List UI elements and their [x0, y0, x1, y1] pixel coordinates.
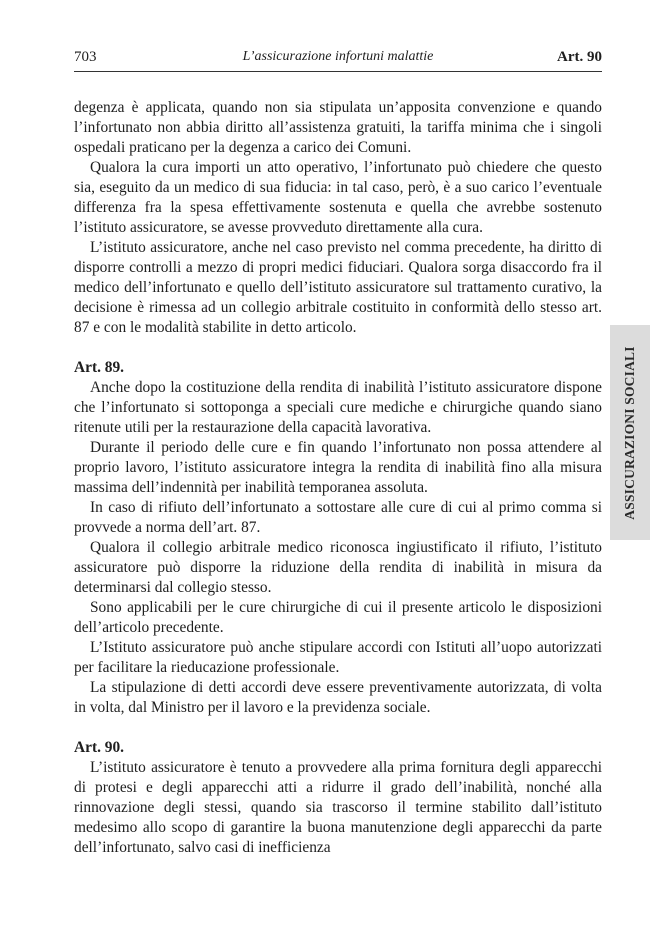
paragraph: Anche dopo la costituzione della rendita di inabilità l’istituto assicuratore dispone che l’infortunato si sottoponga a speciali cure mediche e chirurgiche quando siano ritenute utili per la restaurazione della capacità lavorativa.	[74, 379, 602, 436]
section-side-tab	[610, 325, 650, 540]
page-body	[74, 98, 602, 858]
paragraph: Sono applicabili per le cure chirurgiche di cui il presente articolo le disposizioni dell’articolo precedente.	[74, 599, 602, 636]
paragraph: La stipulazione di detti accordi deve essere preventivamente autorizzata, di volta in volta, dal Ministro per il lavoro e la previdenza sociale.	[74, 679, 602, 716]
paragraph: L’Istituto assicuratore può anche stipulare accordi con Istituti all’uopo autorizzati per facilitare la rieducazione professionale.	[74, 639, 602, 676]
running-title: L’assicurazione infortuni malattie	[242, 49, 434, 64]
page-header	[74, 46, 602, 68]
paragraph: L’istituto assicuratore è tenuto a provvedere alla prima fornitura degli apparecchi di protesi e degli apparecchi atti a ridurre il grado dell’inabilità, nonché alla rinnovazione degli stessi, quando sia trascorso il termine stabilito dall’istituto medesimo allo scopo di garantire la buona manutenzione degli apparecchi da parte dell’infortunato, salvo casi di inefficienza	[74, 759, 602, 856]
paragraph: Qualora la cura importi un atto operativo, l’infortunato può chiedere che questo sia, eseguito da un medico di sua fiducia: in tal caso, però, è a suo carico l’eventuale differenza fra la spesa effettivamente sostenuta e quella che avrebbe sostenuto l’istituto assicuratore, se avesse provveduto direttamente alla cura.	[74, 159, 602, 236]
article-reference: Art. 90	[557, 49, 602, 65]
paragraph: degenza è applicata, quando non sia stipulata un’apposita convenzione e quando l’infortunato non abbia diritto all’assistenza gratuiti, la tariffa minima che i singoli ospedali praticano per la degenza a carico dei Comuni.	[74, 99, 602, 156]
paragraph: L’istituto assicuratore, anche nel caso previsto nel comma precedente, ha diritto di disporre controlli a mezzo di propri medici fiduciari. Qualora sorga disaccordo fra il medico dell’infortunato e quello dell’istituto assicuratore sul trattamento curativo, la decisione è rimessa ad un collegio arbitrale costituito in conformità dello stesso art. 87 e con le modalità stabilite in detto articolo.	[74, 239, 602, 336]
paragraph: Durante il periodo delle cure e fin quando l’infortunato non possa attendere al proprio lavoro, l’istituto assicuratore integra la rendita di inabilità fino alla misura massima dell’indennità per inabilità temporanea assoluta.	[74, 439, 602, 496]
paragraph: In caso di rifiuto dell’infortunato a sottostare alle cure di cui al primo comma si provvede a norma dell’art. 87.	[74, 499, 602, 536]
article-89-heading: Art. 89.	[74, 359, 125, 376]
side-tab-label: ASSICURAZIONI SOCIALI	[622, 345, 637, 520]
header-rule	[74, 71, 602, 72]
paragraph: Qualora il collegio arbitrale medico riconosca ingiustificato il rifiuto, l’istituto assicuratore può disporre la riduzione della rendita di inabilità in misura da determinarsi dal collegio stesso.	[74, 539, 602, 596]
page-number: 703	[74, 49, 97, 65]
article-90-heading: Art. 90.	[74, 739, 125, 756]
